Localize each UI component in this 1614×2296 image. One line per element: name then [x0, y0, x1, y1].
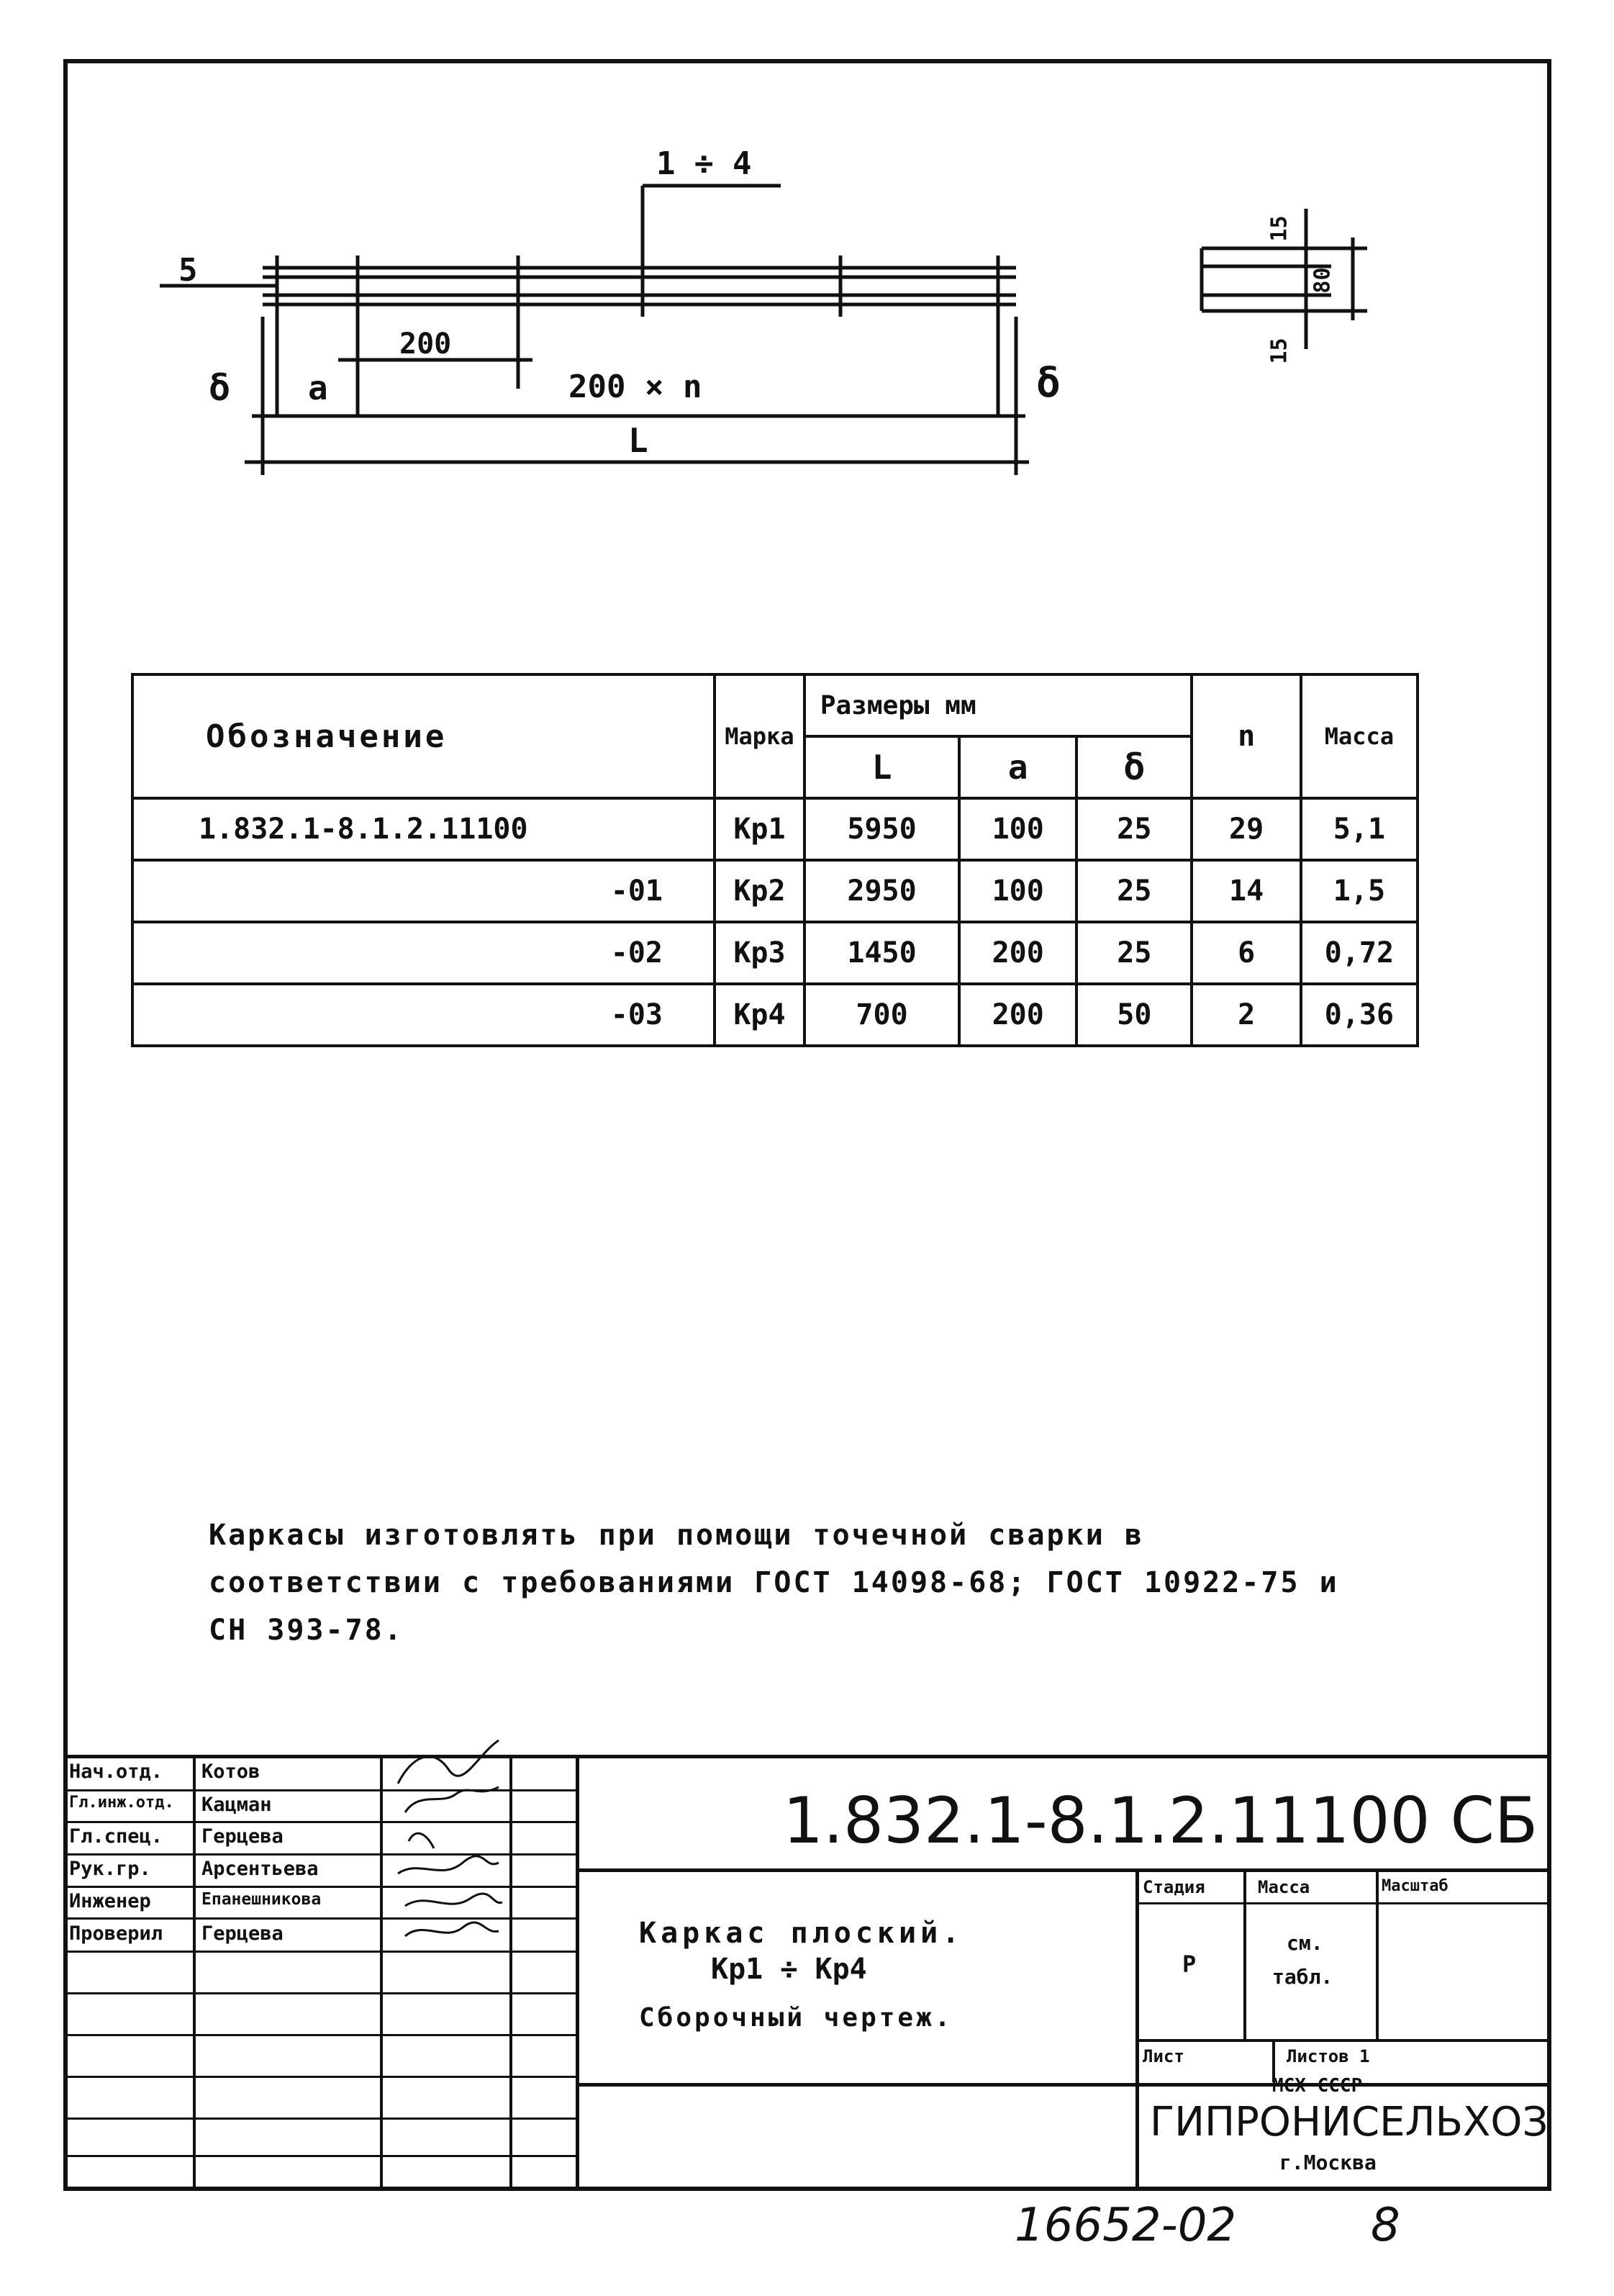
dim-delta-right: δ [1036, 360, 1061, 407]
row-delta: 50 [1076, 984, 1192, 1046]
section-80: 80 [1310, 267, 1336, 294]
table-row [132, 860, 1418, 922]
staff-name: Епанешникова [201, 1890, 322, 1909]
header-mark: Марка [715, 674, 804, 798]
dim-200n: 200 × n [568, 369, 702, 405]
title-line-1: Каркас плоский. [639, 1917, 964, 1950]
sheet-label: Лист [1143, 2046, 1184, 2066]
header-n: n [1192, 674, 1300, 798]
row-delta: 25 [1076, 798, 1192, 860]
row-L: 2950 [804, 860, 959, 922]
frame-drawing [0, 0, 1614, 547]
welding-note [209, 1511, 1446, 1654]
section-15-bottom: 15 [1266, 338, 1292, 364]
dim-delta-left: δ [209, 367, 231, 409]
staff-role: Рук.гр. [69, 1858, 151, 1880]
row-mark: Кр3 [715, 922, 804, 984]
row-a: 100 [959, 798, 1076, 860]
row-mass: 0,72 [1301, 922, 1418, 984]
row-L: 5950 [804, 798, 959, 860]
row-delta: 25 [1076, 860, 1192, 922]
org-ministry: МСХ СССР [1272, 2075, 1363, 2097]
row-a: 200 [959, 984, 1076, 1046]
dim-200: 200 [399, 327, 452, 361]
table-row [132, 798, 1418, 860]
staff-name: Котов [201, 1761, 260, 1783]
note-line-1: Каркасы изготовлять при помощи точечной сварки в [209, 1519, 1144, 1552]
row-mark: Кр1 [715, 798, 804, 860]
row-n: 2 [1192, 984, 1300, 1046]
scale-label: Масштаб [1382, 1877, 1448, 1895]
row-mark: Кр4 [715, 984, 804, 1046]
row-a: 100 [959, 860, 1076, 922]
stage-label: Стадия [1143, 1877, 1205, 1897]
staff-role: Нач.отд. [69, 1761, 163, 1783]
specification-table [131, 673, 1419, 1047]
staff-role: Гл.спец. [69, 1825, 163, 1848]
sheets-label: Листов 1 [1287, 2046, 1370, 2066]
staff-role: Проверил [69, 1922, 163, 1945]
header-mass: Масса [1301, 674, 1418, 798]
row-n: 29 [1192, 798, 1300, 860]
row-designation: -02 [132, 922, 715, 984]
position-label: 1 ÷ 4 [656, 145, 752, 182]
row-designation: -03 [132, 984, 715, 1046]
org-city: г.Москва [1279, 2151, 1377, 2174]
title-line-3: Сборочный чертеж. [639, 2003, 953, 2033]
header-L: L [804, 736, 959, 798]
row-designation: -01 [132, 860, 715, 922]
row-delta: 25 [1076, 922, 1192, 984]
dim-L: L [628, 421, 648, 460]
row-n: 6 [1192, 922, 1300, 984]
signatures [384, 1726, 509, 1956]
row-n: 14 [1192, 860, 1300, 922]
staff-name: Герцева [201, 1825, 284, 1848]
mass-value-1: см. [1287, 1931, 1323, 1955]
header-a: a [959, 736, 1076, 798]
table-row [132, 984, 1418, 1046]
dim-a: a [308, 369, 328, 407]
row-mass: 1,5 [1301, 860, 1418, 922]
document-code: 1.832.1-8.1.2.11100 СБ [783, 1784, 1538, 1858]
staff-name: Арсентьева [201, 1858, 319, 1880]
row-L: 1450 [804, 922, 959, 984]
staff-name: Герцева [201, 1922, 284, 1945]
header-delta: δ [1076, 736, 1192, 798]
staff-name: Кацман [201, 1794, 272, 1816]
staff-role: Гл.инж.отд. [69, 1794, 174, 1812]
row-mass: 5,1 [1301, 798, 1418, 860]
title-line-2: Кр1 ÷ Кр4 [711, 1953, 867, 1986]
staff-role: Инженер [69, 1890, 151, 1912]
row-designation: 1.832.1-8.1.2.11100 [132, 798, 715, 860]
note-line-2: соответствии с требованиями ГОСТ 14098-68; ГОСТ 10922-75 и [209, 1566, 1339, 1599]
stage-value: Р [1182, 1951, 1197, 1978]
mass-label: Масса [1258, 1877, 1310, 1897]
bar-diameter-label: 5 [178, 252, 198, 289]
table-row [132, 922, 1418, 984]
header-designation: Обозначение [132, 674, 715, 798]
row-L: 700 [804, 984, 959, 1046]
row-mark: Кр2 [715, 860, 804, 922]
mass-value-2: табл. [1272, 1965, 1333, 1989]
note-line-3: СН 393-78. [209, 1614, 404, 1647]
page-number: 8 [1371, 2199, 1400, 2252]
archive-number: 16652-02 [1015, 2199, 1237, 2252]
section-15-top: 15 [1266, 215, 1292, 242]
row-mass: 0,36 [1301, 984, 1418, 1046]
title-block [63, 1755, 1551, 2191]
row-a: 200 [959, 922, 1076, 984]
header-sizes: Размеры мм [804, 674, 1192, 736]
org-name: ГИПРОНИСЕЛЬХОЗ [1150, 2099, 1549, 2146]
